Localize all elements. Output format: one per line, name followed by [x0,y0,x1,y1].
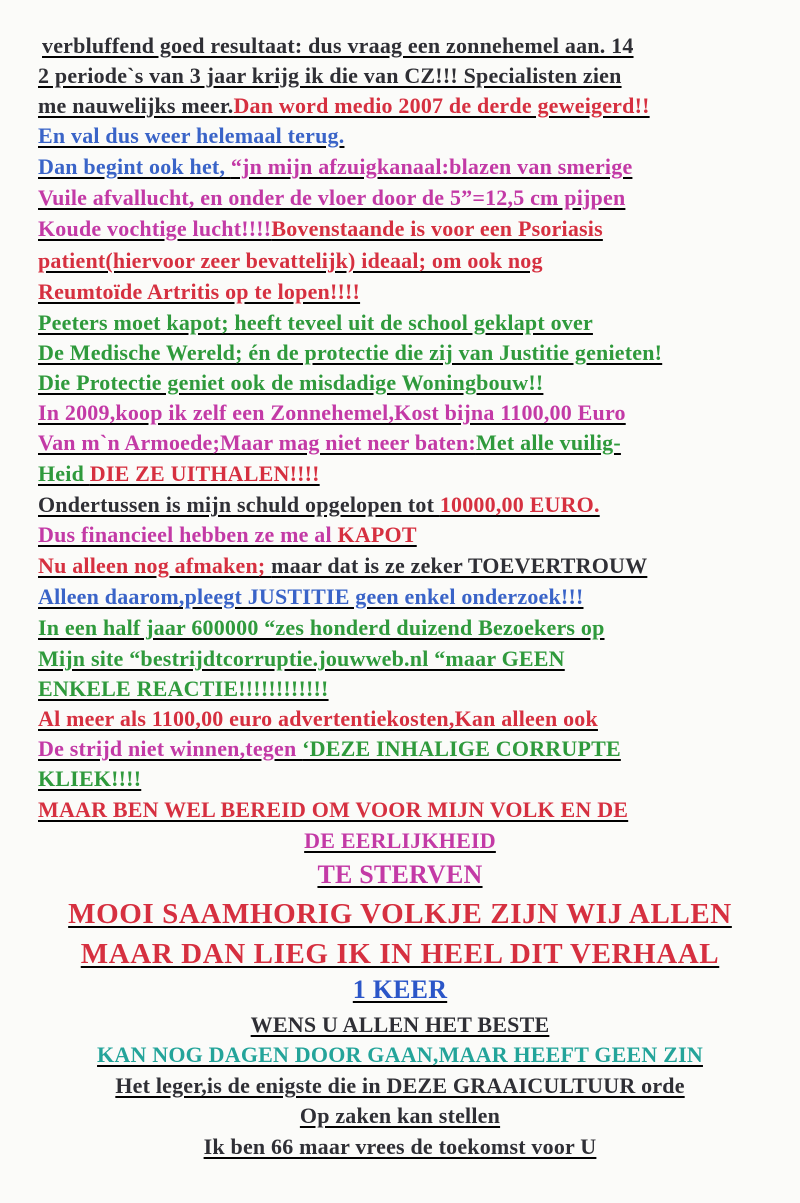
text-line: De Medische Wereld; én de protectie die zij van Justitie genieten! [38,340,663,365]
text-line: ENKELE REACTIE!!!!!!!!!!!! [38,676,329,701]
text-line: KLIEK!!!! [38,766,142,791]
text-line: patient(hiervoor zeer bevattelijk) ideaal; om ook nog [38,248,543,273]
text-line: Nu alleen nog afmaken; maar dat is ze zeker TOEVERTROUW [38,553,648,578]
text-line: Vuile afvallucht, en onder de vloer door de 5”=12,5 cm pijpen [38,185,626,210]
text-line: De strijd niet winnen,tegen ‘DEZE INHALIGE CORRUPTE [38,736,621,761]
text-line: Ondertussen is mijn schuld opgelopen tot 10000,00 EURO. [38,492,600,517]
text-line: Al meer als 1100,00 euro advertentiekosten,Kan alleen ook [38,706,598,731]
text-line: Koude vochtige lucht!!!!Bovenstaande is voor een Psoriasis [38,216,603,241]
text-line: verbluffend goed resultaat: dus vraag een zonnehemel aan. 14 [42,33,634,58]
text-line: En val dus weer helemaal terug. [38,123,345,148]
text-line-centered: KAN NOG DAGEN DOOR GAAN,MAAR HEEFT GEEN ZIN [97,1042,703,1067]
text-line: me nauwelijks meer.Dan word medio 2007 de derde geweigerd!! [38,93,650,118]
heading-te-sterven: TE STERVEN [317,860,483,889]
text-line: In 2009,koop ik zelf een Zonnehemel,Kost bijna 1100,00 Euro [38,400,626,425]
text-line: Die Protectie geniet ook de misdadige Woningbouw!! [38,370,544,395]
text-line-centered: DE EERLIJKHEID [304,828,496,853]
text-line: Reumtoïde Artritis op te lopen!!!! [38,279,361,304]
text-line: Heid DIE ZE UITHALEN!!!! [38,461,320,486]
heading-1-keer: 1 KEER [352,975,448,1004]
heading-volkje: MOOI SAAMHORIG VOLKJE ZIJN WIJ ALLEN [68,898,732,930]
text-line-centered: Het leger,is de enigste die in DEZE GRAAICULTUUR orde [115,1073,685,1098]
text-line-centered: WENS U ALLEN HET BESTE [250,1012,550,1037]
text-line: Alleen daarom,pleegt JUSTITIE geen enkel onderzoek!!! [38,584,584,609]
text-line-centered: Ik ben 66 maar vrees de toekomst voor U [203,1134,597,1159]
text-line: In een half jaar 600000 “zes honderd duizend Bezoekers op [38,615,605,640]
text-line: 2 periode`s van 3 jaar krijg ik die van CZ!!! Specialisten zien [38,63,622,88]
text-line: Peeters moet kapot; heeft teveel uit de school geklapt over [38,310,593,335]
text-line: Van m`n Armoede;Maar mag niet neer baten:Met alle vuilig- [38,430,621,455]
text-line: Dan begint ook het, “jn mijn afzuigkanaal:blazen van smerige [38,154,633,179]
text-line: Dus financieel hebben ze me al KAPOT [38,522,417,547]
text-line: Mijn site “bestrijdtcorruptie.jouwweb.nl “maar GEEN [38,646,565,671]
heading-verhaal: MAAR DAN LIEG IK IN HEEL DIT VERHAAL [80,938,720,970]
text-line: MAAR BEN WEL BEREID OM VOOR MIJN VOLK EN DE [38,797,629,822]
text-line-centered: Op zaken kan stellen [299,1103,501,1128]
